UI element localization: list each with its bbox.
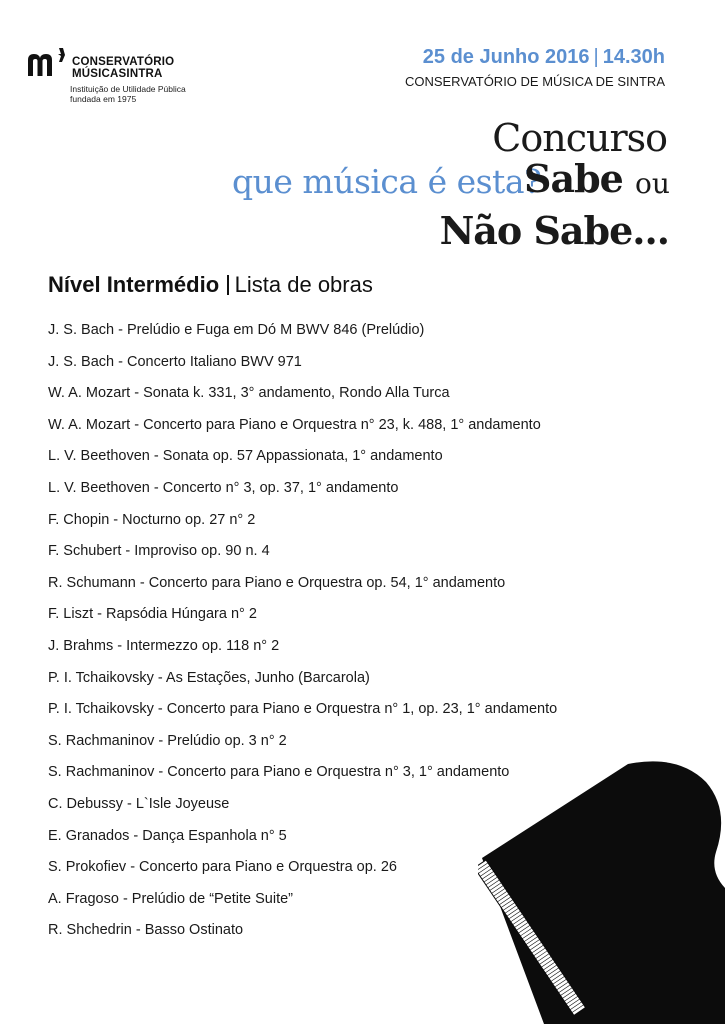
work-item: P. I. Tchaikovsky - As Estações, Junho (Barcarola) (48, 669, 370, 686)
work-item: F. Schubert - Improviso op. 90 n. 4 (48, 543, 270, 560)
title-sabe: Sabe (524, 156, 623, 201)
event-time: 14.30h (602, 46, 665, 68)
work-item: R. Schumann - Concerto para Piano e Orquestra op. 54, 1° andamento (48, 574, 506, 591)
date-separator: | (593, 46, 599, 68)
logo-mark-icon (26, 46, 70, 80)
work-item: S. Prokofiev - Concerto para Piano e Orquestra op. 26 (48, 859, 397, 876)
title-concurso: Concurso (492, 116, 667, 160)
event-venue: CONSERVATÓRIO DE MÚSICA DE SINTRA (404, 74, 665, 89)
work-item: F. Chopin - Nocturno op. 27 n° 2 (48, 511, 256, 528)
work-item: P. I. Tchaikovsky - Concerto para Piano e Orquestra n° 1, op. 23, 1° andamento (48, 701, 558, 718)
logo-sub-line2: fundada em 1975 (70, 94, 137, 104)
title-nao-sabe: Não Sabe... (439, 208, 669, 253)
work-item: E. Granados - Dança Espanhola n° 5 (48, 827, 287, 844)
work-item: J. Brahms - Intermezzo op. 118 n° 2 (48, 637, 280, 654)
work-item: W. A. Mozart - Concerto para Piano e Orquestra n° 23, k. 488, 1° andamento (48, 416, 541, 433)
work-item: S. Rachmaninov - Concerto para Piano e Orquestra n° 3, 1° andamento (48, 764, 510, 781)
work-item: A. Fragoso - Prelúdio de “Petite Suite” (48, 890, 294, 907)
contest-title (0, 110, 725, 260)
work-item: C. Debussy - L`Isle Joyeuse (48, 795, 230, 812)
event-date-time (423, 46, 665, 69)
title-question: que música é esta? (232, 162, 542, 201)
logo-subtitle (70, 84, 186, 104)
work-item: L. V. Beethoven - Sonata op. 57 Appassionata, 1° andamento (48, 448, 443, 465)
section-heading (48, 272, 373, 298)
grand-piano-icon (478, 760, 725, 1024)
work-item: J. S. Bach - Prelúdio e Fuga em Dó M BWV 846 (Prelúdio) (48, 322, 425, 338)
conservatorio-logo (26, 44, 226, 114)
work-item: R. Shchedrin - Basso Ostinato (48, 922, 244, 939)
work-item: J. S. Bach - Concerto Italiano BWV 971 (48, 353, 302, 370)
work-item: F. Liszt - Rapsódia Húngara n° 2 (48, 606, 257, 623)
logo-name (72, 56, 174, 80)
logo-name-line2: MÚSICASINTRA (72, 68, 163, 80)
work-item: L. V. Beethoven - Concerto n° 3, op. 37, 1° andamento (48, 479, 399, 496)
logo-sub-line1: Instituição de Utilidade Pública (70, 84, 186, 94)
title-ou: ou (635, 167, 670, 200)
logo-name-line1: CONSERVATÓRIO (72, 56, 175, 68)
list-label: Lista de obras (234, 272, 373, 297)
event-date: 25 de Junho 2016 (422, 46, 590, 68)
heading-divider (227, 275, 229, 295)
work-item: W. A. Mozart - Sonata k. 331, 3° andamento, Rondo Alla Turca (48, 385, 450, 402)
level-label: Nível Intermédio (48, 272, 220, 297)
work-item: S. Rachmaninov - Prelúdio op. 3 n° 2 (48, 732, 287, 749)
